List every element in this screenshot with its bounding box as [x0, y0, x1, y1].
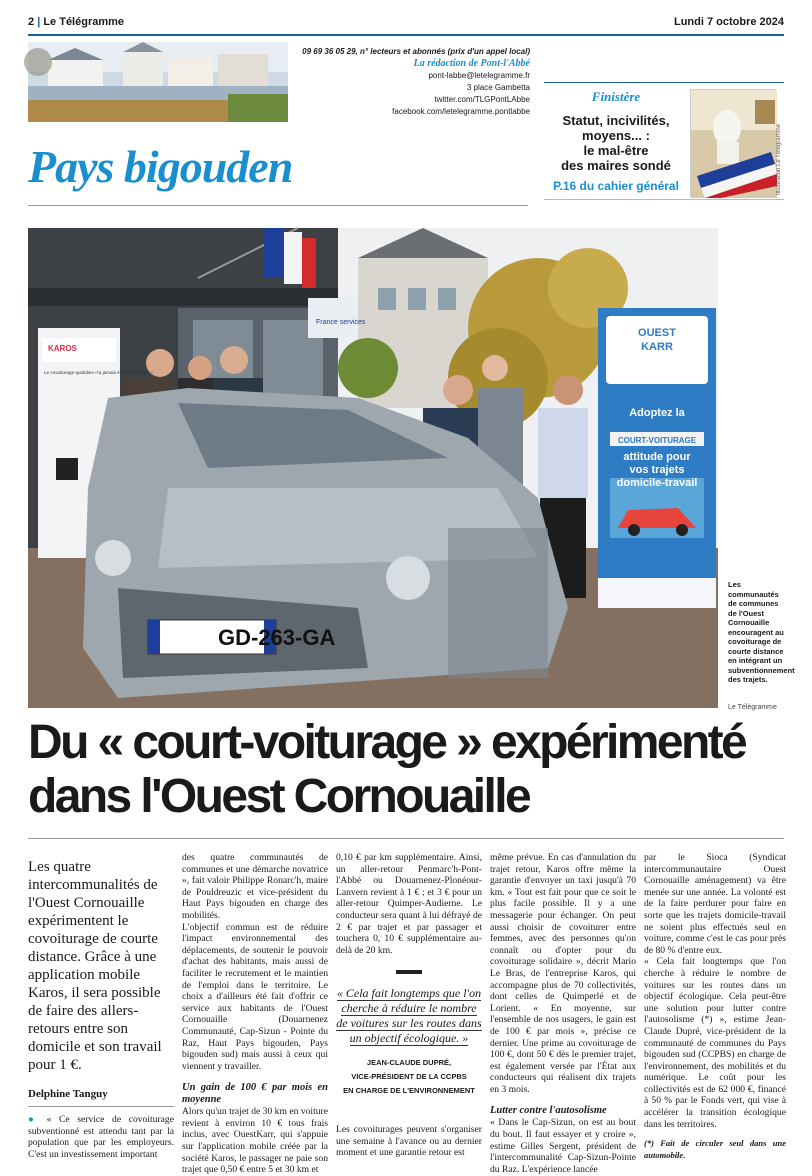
banner-line3: attitude pour — [623, 451, 691, 463]
teaser-page-ref[interactable]: P.16 du cahier général — [553, 179, 679, 193]
section-divider — [28, 205, 528, 206]
newsroom-facebook[interactable]: facebook.com/letelegramme.pontlabbe — [392, 107, 530, 116]
banner-line4: vos trajets — [629, 464, 685, 476]
article-column-4 — [490, 852, 636, 1175]
page-folio: 2 | Le Télégramme — [28, 16, 125, 28]
paragraph: Alors qu'un trajet de 30 km en voiture revient à environ 10 € tous frais inclus, avec OuestKarr, qui s'appuie sur l'application mobile créée par la société Karos, le passager ne paie son trajet que 0,50 € entre 5 et 30 km et — [182, 1106, 328, 1176]
main-photo — [28, 228, 718, 708]
article-column-3 — [336, 852, 482, 956]
paragraph: des quatre communautés de communes et une démarche novatrice », fait valoir Philippe Ronarc'h, maire de Pouldreuzic et vice-président du Haut Pays bigouden en charge des mobilités. — [182, 852, 328, 921]
banner-brand-line2: KARR — [641, 341, 673, 353]
article-column-1: ● « Ce service de covoiturage subventionné est attendu tant par la population que par les employeurs. C'est un investissement important — [28, 1114, 174, 1160]
town-photo — [28, 42, 288, 122]
byline: Delphine Tanguy — [28, 1088, 174, 1107]
page-header — [28, 14, 784, 36]
photo-caption: Les communautés de communes de l'Ouest Cornouaille encouragent au covoiturage de courte distance en intégrant un subventionnement des trajets. — [728, 580, 795, 684]
bullet-icon: ● — [28, 1114, 47, 1125]
license-plate: GD-263-GA — [218, 625, 336, 650]
karos-banner-brand: KAROS — [48, 344, 77, 353]
france-services-sign: France services — [316, 319, 366, 326]
headline-divider — [28, 838, 784, 839]
illustration-credit: Illustration Le Télégramme — [776, 124, 782, 195]
article-lead: Les quatre intercommunalités de l'Ouest Cornouaille expérimentent le covoiturage de courte distance. Grâce à une application mobile Karos, il sera possible de faire des allers-retours entre son domicile et son travail pour 1 €. — [28, 859, 162, 1073]
banner-line5: domicile-travail — [616, 477, 698, 489]
banner-line1: Adoptez la — [629, 407, 685, 419]
newsroom-name: La rédaction de Pont-l'Abbé — [413, 58, 530, 69]
article-column-5 — [644, 852, 786, 1161]
paragraph: 0,10 € par km supplémentaire. Ainsi, un aller-retour Penmarc'h-Pont-l'Abbé ou Douarnenez-Plonéour-Lanvern revient à 1 € ; et 3 € pour un aller-retour Quimper-Audierne. Le conducteur sera quant à lui défrayé de 2 € par trajet et par passager et touchera 0, 10 € supplémentaire au-delà de 20 km. — [336, 852, 482, 956]
quote-text: « Cela fait longtemps que l'on cherche à réduire le nombre de voitures sur les routes dans un objectif écologique. » — [336, 986, 482, 1045]
page-number: 2 — [28, 16, 35, 28]
teaser-image — [690, 89, 776, 197]
reader-phone: 09 69 36 05 29, n° lecteurs et abonnés (prix d'un appel local) — [302, 47, 530, 56]
subheading: Lutter contre l'autosolisme — [490, 1105, 607, 1117]
quote-attribution: JEAN-CLAUDE DUPRÉ, VICE-PRÉSIDENT DE LA CCPBS EN CHARGE DE L'ENVIRONNEMENT — [343, 1058, 475, 1095]
paragraph: par le Sioca (Syndicat intercommunautaire Ouest Cornouaille aménagement) va être menée sur une année. La volonté est de la faire perdurer pour faire en sorte que les trajets domicile-travail ne soient plus effectués seul en voiture, comme c'est le cas pour près de 80 % d'entre eux. — [644, 852, 786, 956]
teaser-title: Statut, incivilités, moyens... : le mal-être des maires sondé — [561, 113, 671, 173]
headline — [28, 716, 788, 824]
headline-line2: dans l'Ouest Cornouaille — [28, 770, 530, 823]
newspaper-name: Le Télégramme — [43, 16, 125, 28]
footnote: (*) Fait de circuler seul dans une automobile. — [644, 1138, 786, 1160]
article-column-2 — [182, 852, 328, 1176]
pull-quote — [336, 970, 482, 1098]
teaser-box[interactable] — [544, 82, 784, 200]
article-column-3-end — [336, 1124, 482, 1159]
issue-date: Lundi 7 octobre 2024 — [673, 16, 784, 28]
newsroom-email[interactable]: pont-labbe@letelegramme.fr — [428, 71, 530, 80]
headline-line1: Du « court-voiturage » expérimenté — [28, 716, 746, 769]
karos-banner-tagline: Le covoiturage quotidien n'a jamais été aussi simple ! — [44, 370, 153, 375]
paragraph: même prévue. En cas d'annulation du trajet retour, Karos offre même la garantie d'envoyer un taxi jusqu'à 70 km. « Tout est fait pour que ce soit le plus facile possible. Il y a une messagerie pour échanger. On peut aussi choisir de covoiturer entre femmes, avec des personnes qu'on connaît ou d'opter pour du covoiturage solidaire », décrit Mario Le Bras, de l'entreprise Karos, qui accompagne plus de 70 collectivités, dont celles de Quimperlé et de Lorient. « En moyenne, sur l'ensemble de nos usagers, le gain est de 100 € par mois », précise ce dernier. Une prime au covoiturage de 100 €, dont 50 € dès le premier trajet, est également versée par l'État aux conducteurs qui réalisent dix trajets en 3 mois. — [490, 852, 636, 1095]
photo-credit: Le Télégramme — [728, 704, 777, 711]
banner-line2: COURT-VOITURAGE — [617, 436, 697, 445]
banner-brand-line1: OUEST — [638, 327, 676, 339]
newsroom-address: 3 place Gambetta — [466, 83, 530, 92]
paragraph: L'objectif commun est de réduire l'impact environnemental des déplacements, de soutenir le pouvoir d'achat des habitants, mais aussi de faciliter le recrutement et le maintien de l'emploi dans le territoire. Le choix a d'ailleurs été fait d'offrir ce service aux habitants de l'Ouest Cornouaille (Douarnenez Communauté, Cap-Sizun - Pointe du Raz, Haut Pays bigouden, Pays bigouden sud) mais aussi à ceux qui viennent y travailler. — [182, 921, 328, 1072]
section-title: Pays bigouden — [28, 141, 293, 192]
paragraph: « Dans le Cap-Sizun, on est au bout du bout. Il faut essayer et y croire », estime Gilles Sergent, président de l'intercommunalité Cap-Sizun-Pointe du Raz. L'expérience lancée — [490, 1117, 636, 1175]
teaser-category: Finistère — [591, 89, 641, 104]
newsroom-twitter[interactable]: twitter.com/TLGPontLAbbe — [434, 95, 530, 104]
contact-block — [296, 46, 530, 118]
paragraph: Les covoiturages peuvent s'organiser une semaine à l'avance ou au dernier moment et une garantie retour est — [336, 1124, 482, 1159]
quote-dash — [396, 970, 422, 974]
subheading: Un gain de 100 € par mois en moyenne — [182, 1082, 328, 1106]
paragraph: « Cela fait longtemps que l'on cherche à réduire le nombre de voitures sur les routes dans un objectif écologique. Cela peut-être une solution pour lutter contre l'autosolisme (*) », estime Jean-Claude Dupré, vice-président de la communauté de communes du Pays bigouden sud (CCPBS) en charge de l'environnement, des mobilités et du numérique. Le coût pour les collectivités est de 62 000 €, financé à 50 % par le Fonds vert, qui vise à accélérer la transition écologique dans les territoires. — [644, 956, 786, 1130]
